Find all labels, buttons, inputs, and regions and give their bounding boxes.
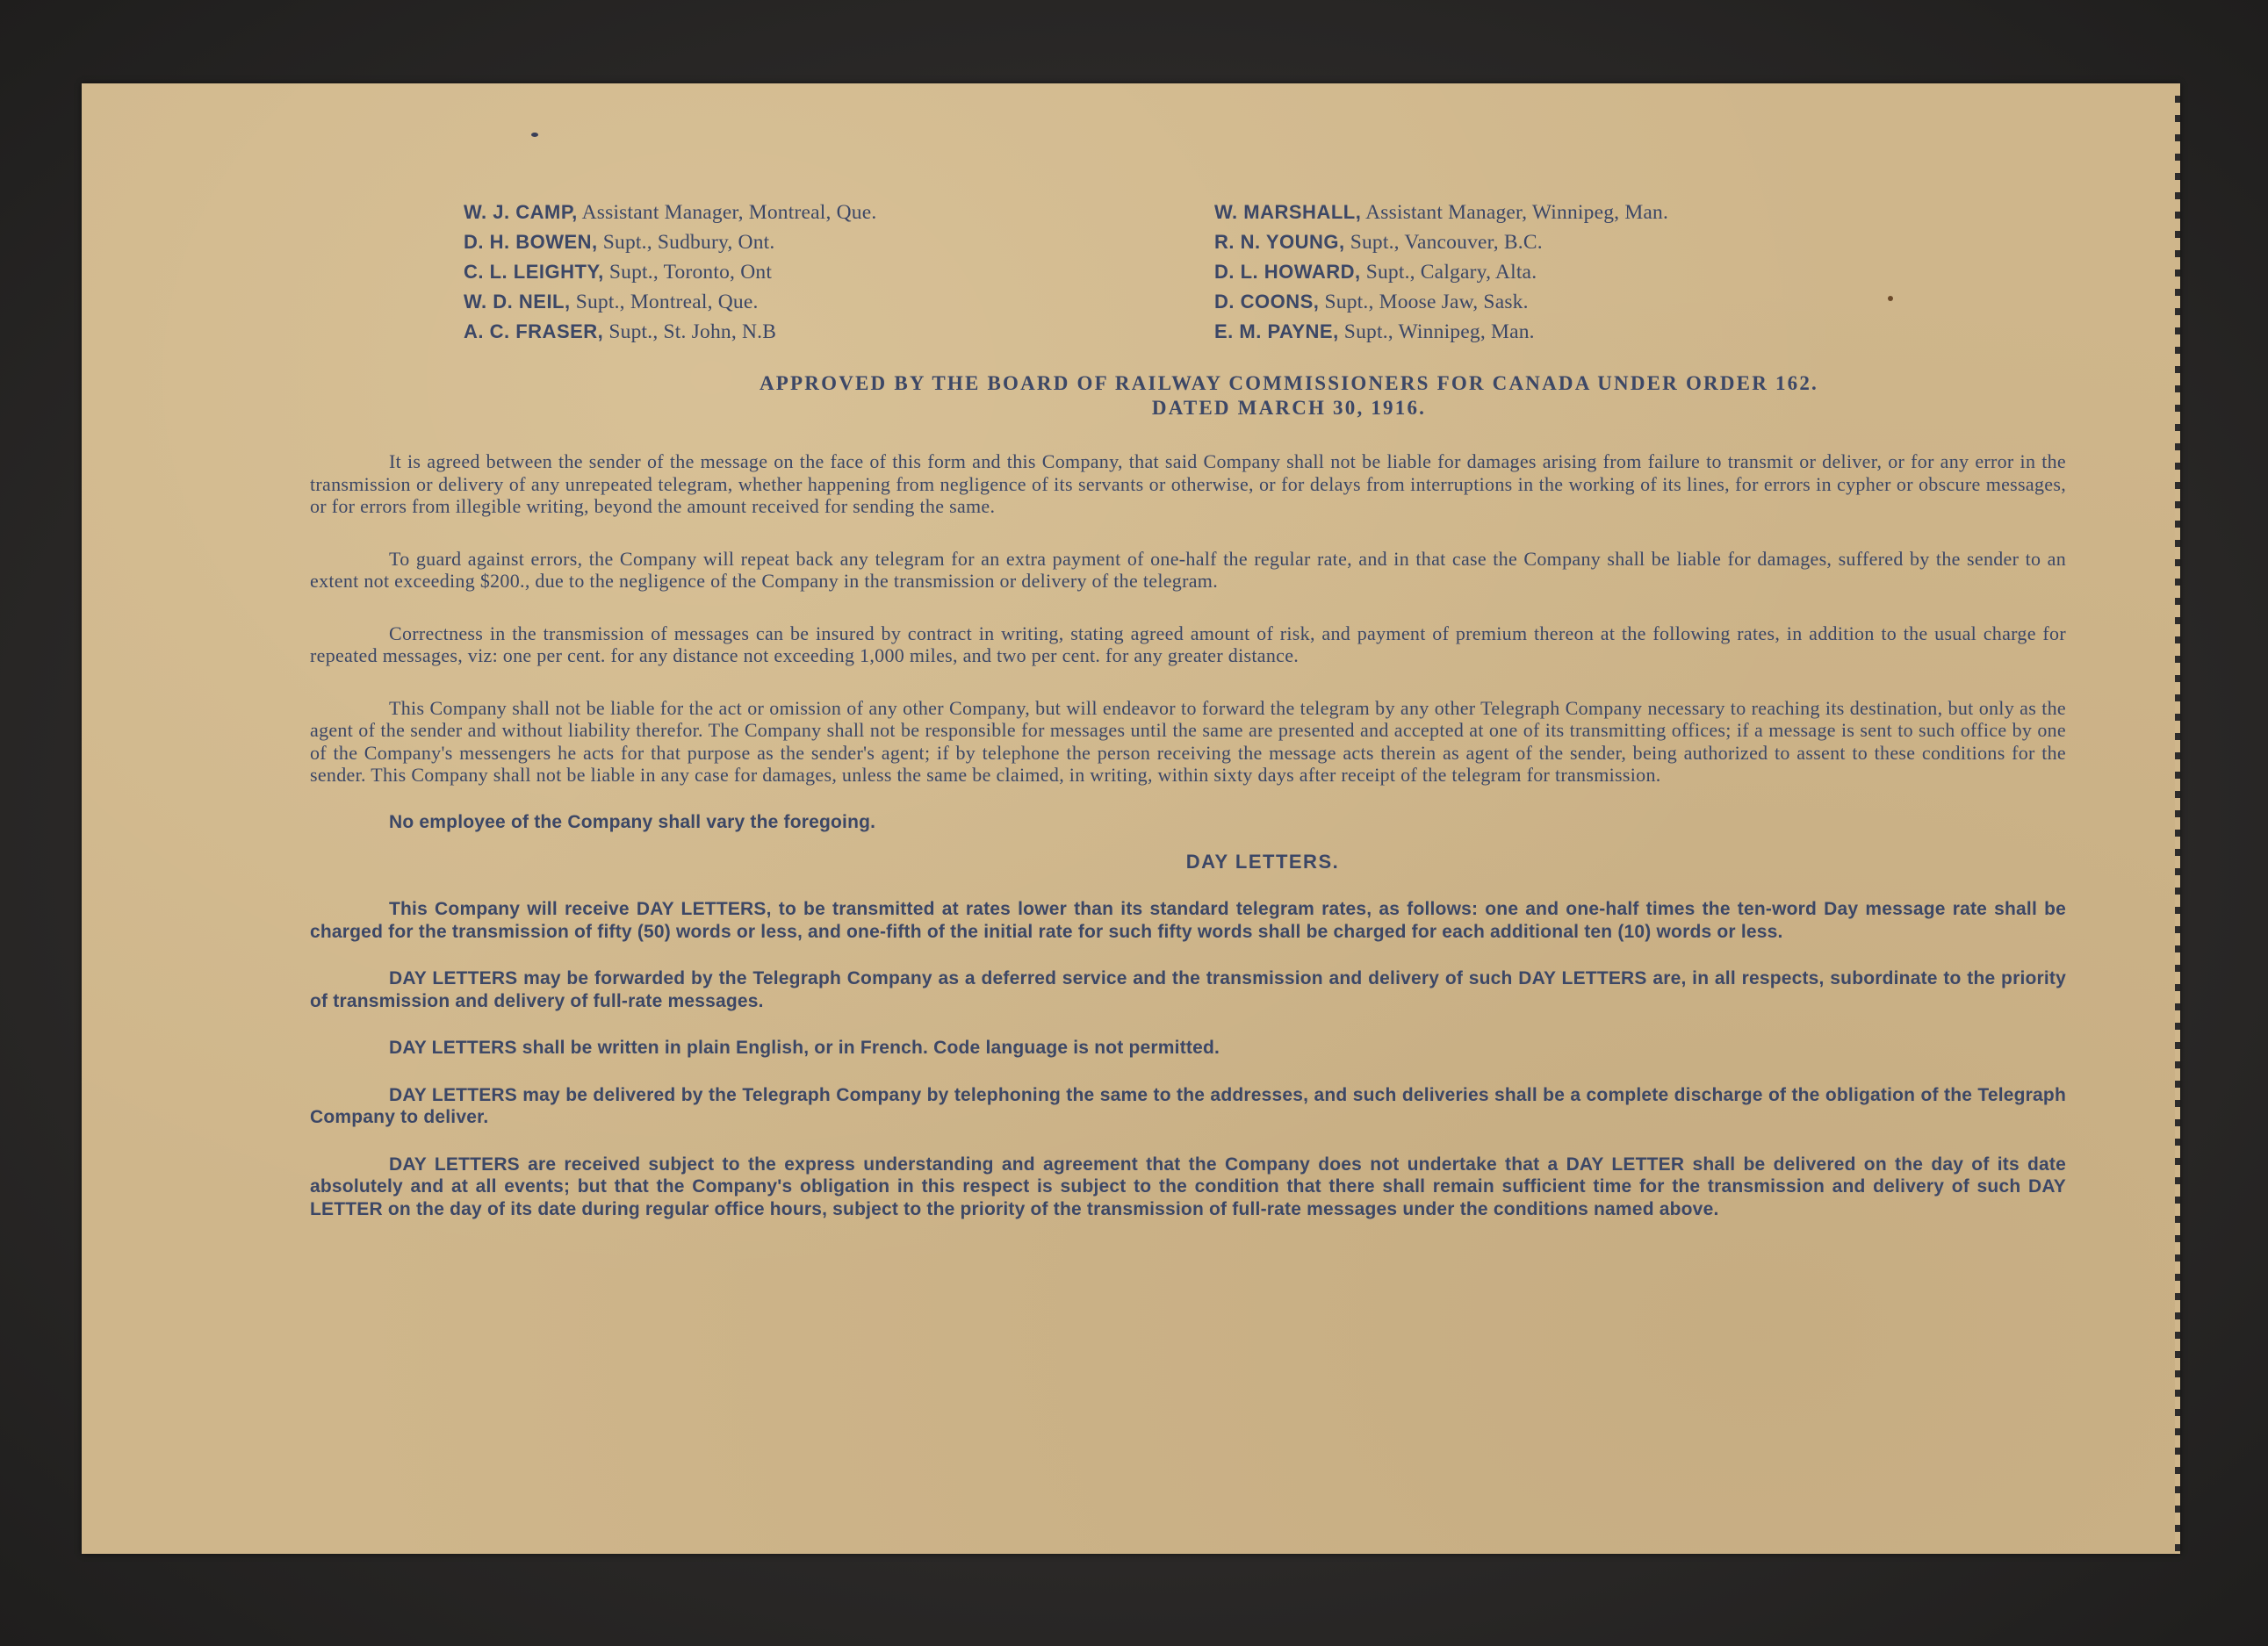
approval-notice (310, 371, 2075, 420)
officer-name: W. J. CAMP, (464, 201, 578, 223)
day-letters-paragraph: DAY LETTERS may be forwarded by the Telegraph Company as a deferred service and the transmission and delivery of such DAY LETTERS are, in all respects, subordinate to the priority of transmission and delivery of full-rate messages. (310, 968, 2066, 1011)
officer-entry (464, 287, 1214, 317)
condition-paragraph: To guard against errors, the Company will repeat back any telegram for an extra payment of one-half the regular rate, and in that case the Company shall be liable for damages, suffered by the sender to an extent not exceeding $200., due to the negligence of the Company in the transmission or delivery of the telegram. (310, 547, 2066, 592)
day-letters-paragraph: DAY LETTERS shall be written in plain English, or in French. Code language is not permitted. (389, 1038, 1220, 1058)
officer-entry (464, 317, 1214, 347)
officer-title: Supt., Sudbury, Ont. (602, 231, 775, 254)
officer-entry (1214, 317, 1882, 347)
officer-title: Supt., Calgary, Alta. (1365, 261, 1537, 284)
day-letters-heading: DAY LETTERS. (1185, 851, 1340, 873)
officer-title: Supt., Montreal, Que. (575, 291, 759, 313)
day-letters-paragraph: This Company will receive DAY LETTERS, to be transmitted at rates lower than its standard telegram rates, as follows: one and one-half times the ten-word Day message rate shall be charged for the transmission of fifty (50) words or less, and one-fifth of the initial rate for such fifty words shall be charged for each additional ten (10) words or less. (310, 899, 2066, 942)
officers-column-left (464, 198, 1214, 347)
perforated-edge (2175, 83, 2180, 1554)
telegram-form-back (82, 83, 2180, 1554)
officer-name: W. MARSHALL, (1214, 201, 1362, 223)
officer-entry (464, 198, 1214, 227)
officer-entry (464, 227, 1214, 257)
officer-name: R. N. YOUNG, (1214, 231, 1345, 253)
officers-list (464, 198, 2075, 347)
officer-name: E. M. PAYNE, (1214, 320, 1339, 342)
officer-title: Supt., St. John, N.B (608, 320, 777, 343)
day-letters-paragraph: DAY LETTERS may be delivered by the Telegraph Company by telephoning the same to the addresses, and such deliveries shall be a complete discharge of the obligation of the Telegraph Company to deliver. (310, 1084, 2066, 1127)
condition-paragraph: It is agreed between the sender of the message on the face of this form and this Company, that said Company shall not be liable for damages arising from failure to transmit or deliver, or for any error in the transmission or delivery of any unrepeated telegram, whether happening from negligence of its servants or otherwise, or for delays from interruptions in the working of its lines, for errors in cypher or obscure messages, or for errors from illegible writing, beyond the amount received for sending the same. (310, 450, 2066, 517)
officer-entry (1214, 287, 1882, 317)
officer-entry (464, 257, 1214, 287)
officer-title: Assistant Manager, Montreal, Que. (581, 201, 877, 224)
officer-name: D. COONS, (1214, 291, 1320, 313)
officer-title: Assistant Manager, Winnipeg, Man. (1365, 201, 1669, 224)
officer-entry (1214, 198, 1882, 227)
condition-paragraph: This Company shall not be liable for the act or omission of any other Company, but will endeavor to forward the telegram by any other Telegraph Company necessary to reaching its destination, but only as the agent of the sender and without liability therefor. The Company shall not be responsible for messages until the same are presented and accepted at one of its transmitting offices; if a message is sent to such office by one of the Company's messengers he acts for that purpose as the sender's agent; if by telephone the person receiving the message acts therein as agent of the sender, being authorized to assent to these conditions for the sender. This Company shall not be liable in any case for damages, unless the same be claimed, in writing, within sixty days after receipt of the telegram for transmission. (310, 696, 2066, 786)
officer-name: D. L. HOWARD, (1214, 261, 1361, 283)
officer-title: Supt., Winnipeg, Man. (1343, 320, 1535, 343)
officer-title: Supt., Toronto, Ont (608, 261, 773, 284)
condition-paragraph: Correctness in the transmission of messages can be insured by contract in writing, stating agreed amount of risk, and payment of premium thereon at the following rates, in addition to the usual charge for repeated messages, viz: one per cent. for any distance not exceeding 1,000 miles, and two per cent. for any greater distance. (310, 622, 2066, 666)
officer-name: A. C. FRASER, (464, 320, 604, 342)
officer-title: Supt., Vancouver, B.C. (1350, 231, 1543, 254)
officer-entry (1214, 227, 1882, 257)
terms-content (310, 198, 2075, 1220)
officer-name: D. H. BOWEN, (464, 231, 598, 253)
approval-line-1: APPROVED BY THE BOARD OF RAILWAY COMMISSIONERS FOR CANADA UNDER ORDER 162. (760, 372, 1818, 394)
approval-line-2: DATED MARCH 30, 1916. (1151, 397, 1427, 419)
officers-column-right (1214, 198, 1882, 347)
officer-title: Supt., Moose Jaw, Sask. (1324, 291, 1529, 313)
officer-name: W. D. NEIL, (464, 291, 571, 313)
officer-entry (1214, 257, 1882, 287)
day-letters-paragraph: DAY LETTERS are received subject to the express understanding and agreement that the Company does not undertake that a DAY LETTER shall be delivered on the day of its date absolutely and at all events; but that the Company's obligation in this respect is subject to the condition that there shall remain sufficient time for the transmission and delivery of such DAY LETTER on the day of its date during regular office hours, subject to the priority of the transmission of full-rate messages under the conditions named above. (310, 1154, 2066, 1219)
officer-name: C. L. LEIGHTY, (464, 261, 604, 283)
ink-speck (531, 133, 538, 137)
condition-paragraph: No employee of the Company shall vary the foregoing. (389, 811, 876, 832)
